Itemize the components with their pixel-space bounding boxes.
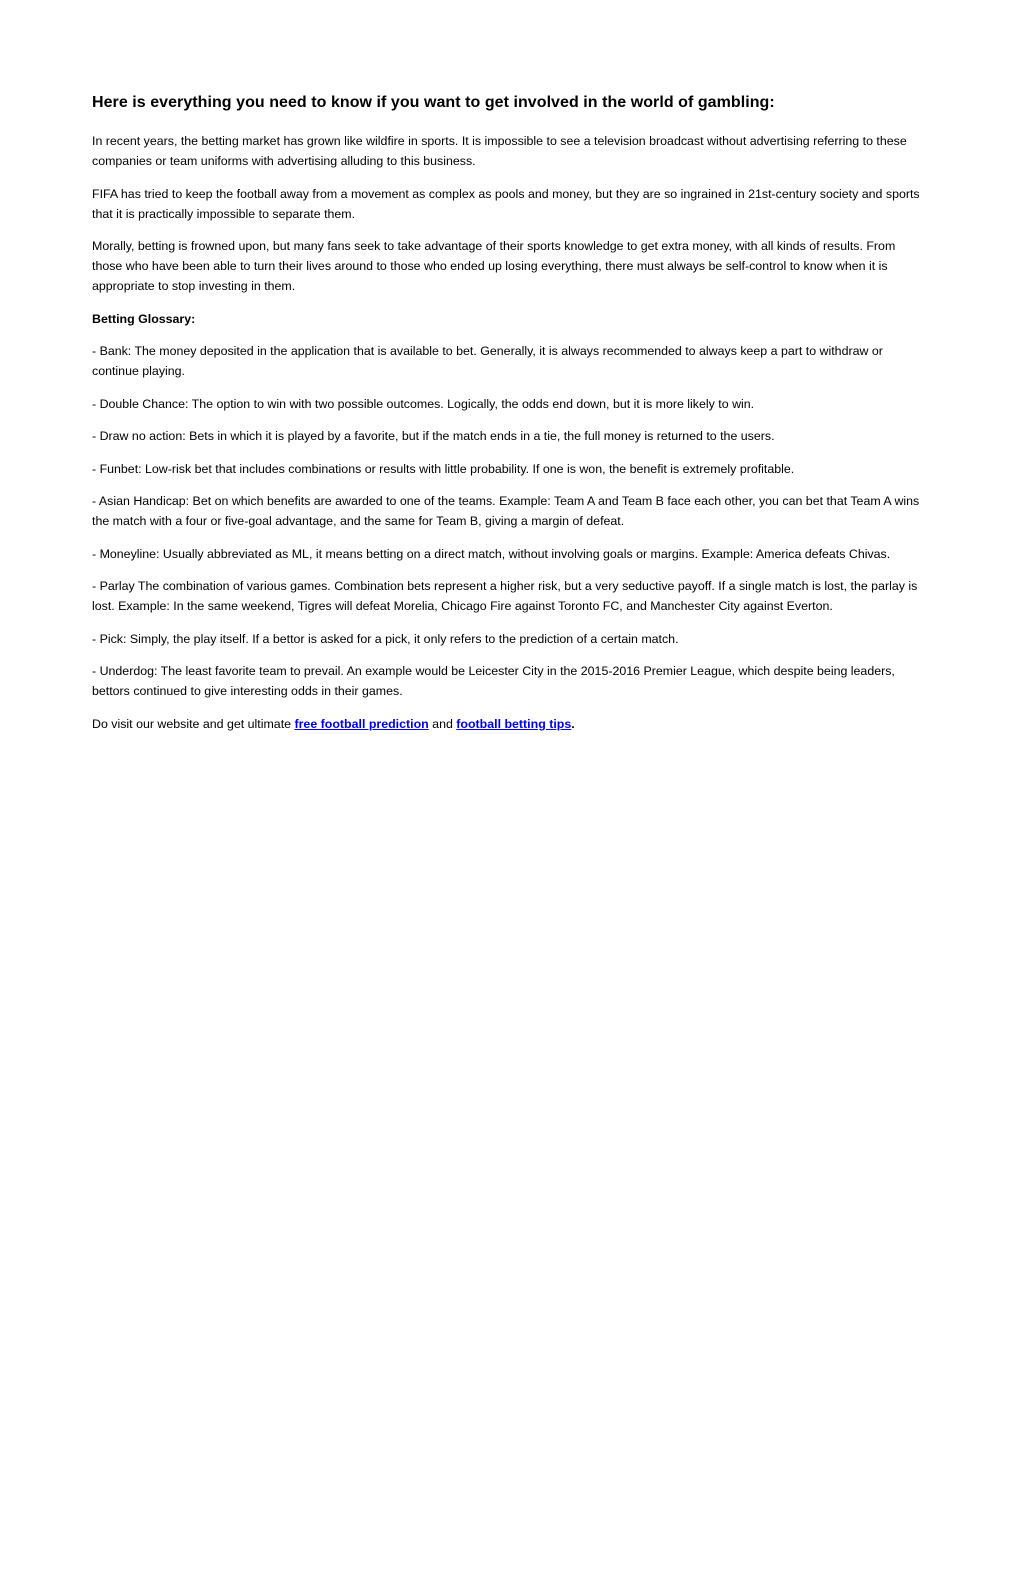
glossary-heading: Betting Glossary: — [92, 311, 196, 326]
closing-middle: and — [428, 716, 457, 731]
intro-paragraph-1: In recent years, the betting market has grown like wildfire in sports. It is impossible to see a television broadcast without advertising referring to these companies or team uniforms with advertising alluding to this business. — [92, 134, 907, 168]
glossary-item-moneyline: - Moneyline: Usually abbreviated as ML, it means betting on a direct match, without involving goals or margins. Example: America defeats Chivas. — [92, 546, 891, 561]
intro-paragraph-3: Morally, betting is frowned upon, but many fans seek to take advantage of their sports knowledge to get extra money, with all kinds of results. From those who have been able to turn their lives around to those who ended up losing everything, there must always be self-control to know when it is appropriate to stop investing in them. — [92, 239, 896, 293]
glossary-item-pick: - Pick: Simply, the play itself. If a bettor is asked for a pick, it only refers to the prediction of a certain match. — [92, 631, 679, 646]
free-football-prediction-link[interactable]: free football prediction — [294, 716, 429, 731]
document-page — [92, 92, 924, 746]
closing-suffix: . — [571, 716, 575, 731]
glossary-item-underdog: - Underdog: The least favorite team to prevail. An example would be Leicester City in the 2015-2016 Premier League, which despite being leaders, bettors continued to give interesting odds in their games. — [92, 664, 895, 698]
glossary-item-funbet: - Funbet: Low-risk bet that includes combinations or results with little probability. If one is won, the benefit is extremely profitable. — [92, 461, 795, 476]
closing-paragraph — [92, 714, 924, 734]
glossary-item-bank: - Bank: The money deposited in the application that is available to bet. Generally, it is always recommended to always keep a part to withdraw or continue playing. — [92, 344, 883, 378]
closing-prefix: Do visit our website and get ultimate — [92, 716, 295, 731]
football-betting-tips-link[interactable]: football betting tips — [456, 716, 572, 731]
glossary-item-draw-no-action: - Draw no action: Bets in which it is played by a favorite, but if the match ends in a tie, the full money is returned to the users. — [92, 429, 775, 443]
glossary-item-double-chance: - Double Chance: The option to win with two possible outcomes. Logically, the odds end down, but it is more likely to win. — [92, 396, 755, 411]
intro-paragraph-2: FIFA has tried to keep the football away from a movement as complex as pools and money, but they are so ingrained in 21st-century society and sports that it is practically impossible to separate them. — [92, 186, 920, 221]
glossary-item-asian-handicap: - Asian Handicap: Bet on which benefits are awarded to one of the teams. Example: Team A and Team B face each other, you can bet that Team A wins the match with a four or five-goal advantage, and the same for Team B, giving a margin of defeat. — [92, 494, 920, 528]
document-title: Here is everything you need to know if you want to get involved in the world of gambling: — [92, 94, 775, 111]
glossary-item-parlay: - Parlay The combination of various games. Combination bets represent a higher risk, but a very seductive payoff. If a single match is lost, the parlay is lost. Example: In the same weekend, Tigres will defeat Morelia, Chicago Fire against Toronto FC, and Manchester City against Everton. — [92, 579, 918, 613]
